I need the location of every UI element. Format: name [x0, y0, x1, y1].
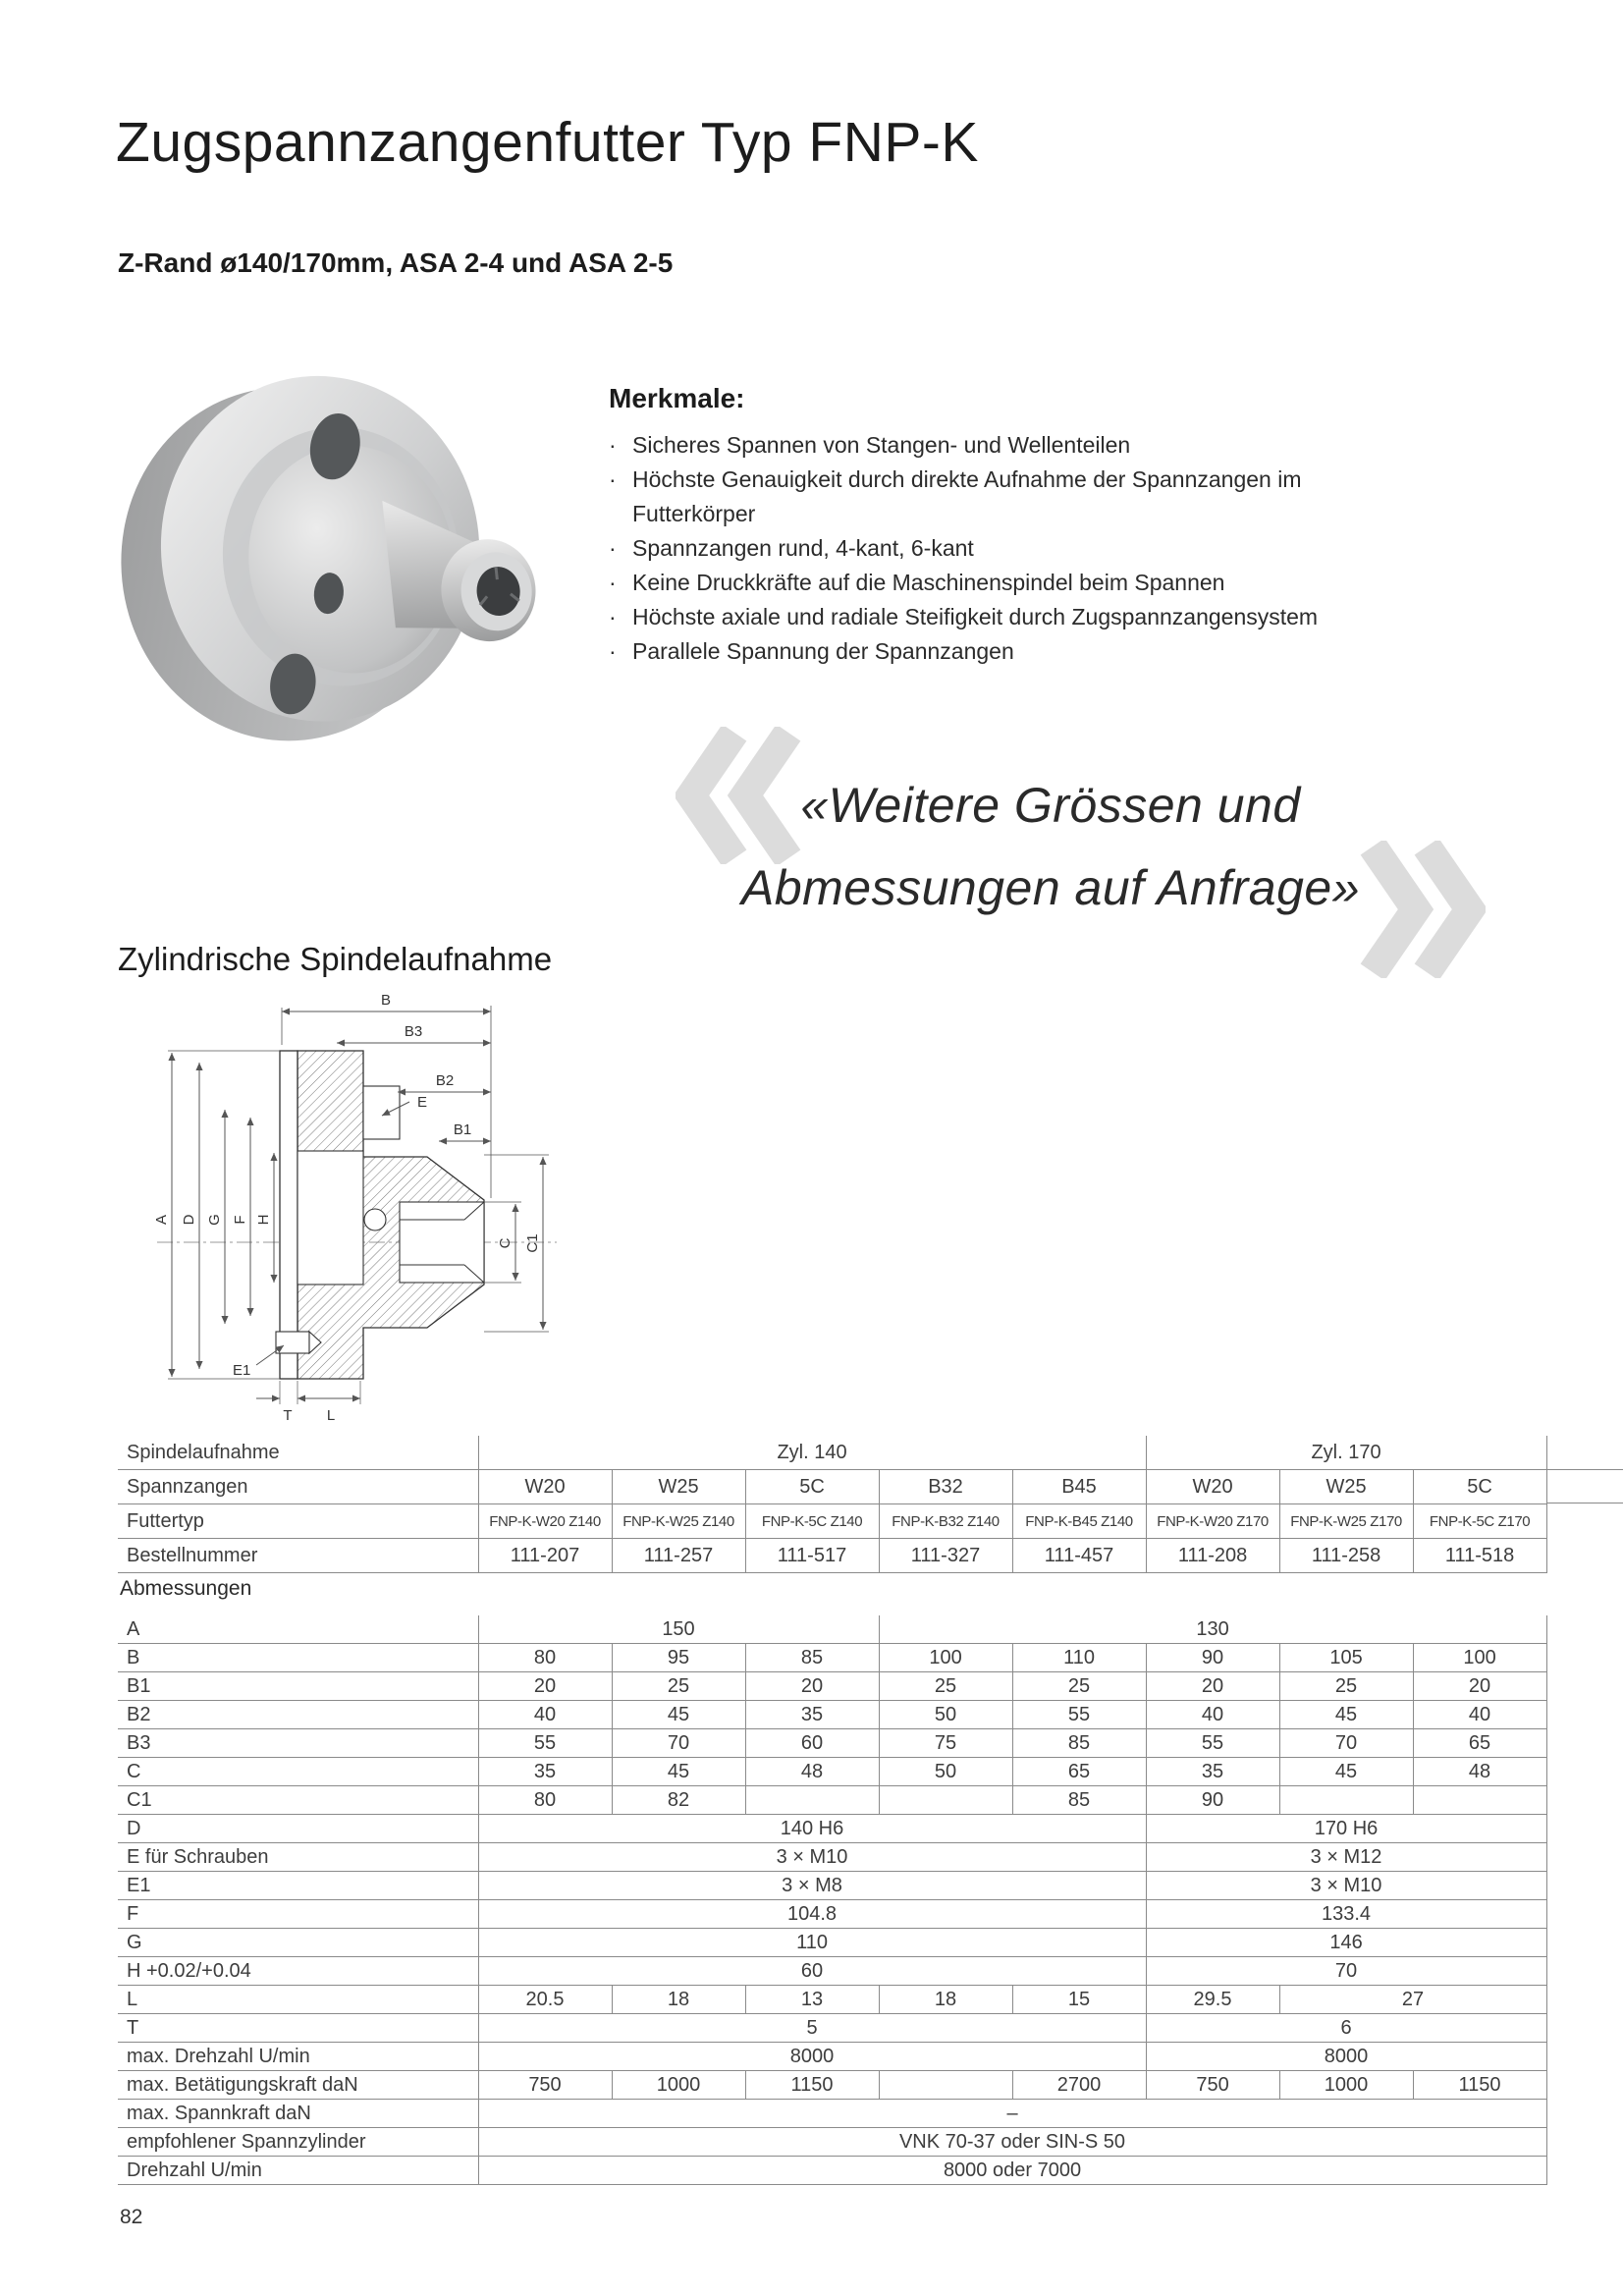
- value-cell: 105: [1279, 1644, 1413, 1672]
- value-cell: 110: [1012, 1644, 1146, 1672]
- page-title: Zugspannzangenfutter Typ FNP-K: [116, 111, 979, 174]
- value-cell: 82: [612, 1786, 745, 1815]
- value-cell: 130: [879, 1615, 1546, 1644]
- quote-line-2: Abmessungen auf Anfrage»: [740, 860, 1361, 915]
- dim-label-C: C: [497, 1237, 514, 1249]
- feature-item: · Sicheres Spannen von Stangen- und Wellenteilen: [609, 428, 1414, 463]
- value-cell: FNP-K-W25 Z170: [1279, 1504, 1413, 1539]
- page-number: 82: [120, 2206, 143, 2228]
- value-cell: 6: [1146, 2014, 1546, 2043]
- value-cell: 3 × M10: [1146, 1872, 1546, 1900]
- value-cell: 8000 oder 7000: [478, 2157, 1546, 2185]
- value-cell: 111-257: [612, 1539, 745, 1573]
- table-line-extension: [1546, 1469, 1623, 1470]
- value-cell: 85: [1012, 1729, 1146, 1758]
- table-row: [118, 2014, 1546, 2043]
- value-cell: 95: [612, 1644, 745, 1672]
- dim-label-B1: B1: [453, 1121, 472, 1138]
- row-label: E für Schrauben: [118, 1843, 478, 1872]
- value-cell: 50: [879, 1758, 1012, 1786]
- value-cell: 27: [1279, 1986, 1546, 2014]
- row-label: T: [118, 2014, 478, 2043]
- cross-hole: [364, 1209, 386, 1230]
- table-row: [118, 2128, 1546, 2157]
- value-cell: [1279, 1786, 1413, 1815]
- drawing-heading: Zylindrische Spindelaufnahme: [118, 941, 553, 977]
- value-cell: 85: [745, 1644, 879, 1672]
- row-label: B2: [118, 1701, 478, 1729]
- value-cell: FNP-K-W20 Z170: [1146, 1504, 1279, 1539]
- value-cell: FNP-K-W25 Z140: [612, 1504, 745, 1539]
- value-cell: [879, 1786, 1012, 1815]
- table-row: [118, 1986, 1546, 2014]
- value-cell: 100: [1413, 1644, 1546, 1672]
- row-label: C1: [118, 1786, 478, 1815]
- value-cell: 133.4: [1146, 1900, 1546, 1929]
- value-cell: 25: [612, 1672, 745, 1701]
- value-cell: 111-457: [1012, 1539, 1146, 1573]
- value-cell: 80: [478, 1644, 612, 1672]
- value-cell: B45: [1012, 1470, 1146, 1504]
- value-cell: 18: [612, 1986, 745, 2014]
- row-label: Spindelaufnahme: [118, 1436, 478, 1470]
- feature-item: · Höchste Genauigkeit durch direkte Aufnahme der Spannzangen im Futterkörper: [609, 463, 1414, 531]
- feature-item: · Spannzangen rund, 4-kant, 6-kant: [609, 531, 1414, 566]
- spindle-bore: [298, 1151, 363, 1285]
- row-label: B3: [118, 1729, 478, 1758]
- value-cell: [745, 1786, 879, 1815]
- feature-item: · Parallele Spannung der Spannzangen: [609, 634, 1414, 669]
- feature-item: · Keine Druckkräfte auf die Maschinenspindel beim Spannen: [609, 566, 1414, 600]
- value-cell: FNP-K-B45 Z140: [1012, 1504, 1146, 1539]
- value-cell: 35: [745, 1701, 879, 1729]
- table-row: [118, 1504, 1546, 1539]
- value-cell: 40: [478, 1701, 612, 1729]
- row-label: max. Drehzahl U/min: [118, 2043, 478, 2071]
- value-cell: 65: [1012, 1758, 1146, 1786]
- value-cell: 48: [1413, 1758, 1546, 1786]
- value-cell: 20: [478, 1672, 612, 1701]
- dim-label-H: H: [255, 1214, 272, 1226]
- quote: [609, 764, 1492, 929]
- collet-bore-section: [400, 1202, 484, 1283]
- table-row: [118, 1672, 1546, 1701]
- table-row: [118, 1900, 1546, 1929]
- value-cell: 111-327: [879, 1539, 1012, 1573]
- value-cell: 1150: [1413, 2071, 1546, 2100]
- table-row: [118, 2043, 1546, 2071]
- value-cell: 750: [1146, 2071, 1279, 2100]
- value-cell: 48: [745, 1758, 879, 1786]
- spec-header-table: [118, 1436, 1547, 1573]
- value-cell: 90: [1146, 1786, 1279, 1815]
- row-label: B1: [118, 1672, 478, 1701]
- value-cell: W20: [1146, 1470, 1279, 1504]
- value-cell: 20: [1413, 1672, 1546, 1701]
- value-cell: 100: [879, 1644, 1012, 1672]
- value-cell: 70: [612, 1729, 745, 1758]
- value-cell: 25: [1012, 1672, 1146, 1701]
- value-cell: 20: [745, 1672, 879, 1701]
- table-row: [118, 1701, 1546, 1729]
- value-cell: 3 × M10: [478, 1843, 1146, 1872]
- value-cell: FNP-K-B32 Z140: [879, 1504, 1012, 1539]
- value-cell: 45: [612, 1701, 745, 1729]
- dim-label-B3: B3: [404, 1023, 423, 1040]
- value-cell: 25: [1279, 1672, 1413, 1701]
- value-cell: 5C: [1413, 1470, 1546, 1504]
- value-cell: 1000: [1279, 2071, 1413, 2100]
- table-row: [118, 1644, 1546, 1672]
- value-cell: 111-518: [1413, 1539, 1546, 1573]
- value-cell: 40: [1146, 1701, 1279, 1729]
- value-cell: 65: [1413, 1729, 1546, 1758]
- value-cell: 13: [745, 1986, 879, 2014]
- row-label: E1: [118, 1872, 478, 1900]
- table-row: [118, 1843, 1546, 1872]
- value-cell: 80: [478, 1786, 612, 1815]
- row-label: empfohlener Spannzylinder: [118, 2128, 478, 2157]
- value-cell: 111-207: [478, 1539, 612, 1573]
- value-cell: 1000: [612, 2071, 745, 2100]
- dim-label-E: E: [417, 1094, 428, 1111]
- dim-label-C1: C1: [524, 1233, 541, 1253]
- row-label: B: [118, 1644, 478, 1672]
- row-label: max. Spannkraft daN: [118, 2100, 478, 2128]
- screw-cutout: [363, 1086, 400, 1139]
- value-cell: 35: [478, 1758, 612, 1786]
- row-label: A: [118, 1615, 478, 1644]
- features-section: [609, 383, 1424, 669]
- value-cell: 3 × M12: [1146, 1843, 1546, 1872]
- table-row: [118, 1539, 1546, 1573]
- table-row: [118, 1758, 1546, 1786]
- e1-screw: [276, 1332, 309, 1353]
- dim-label-A: A: [153, 1214, 170, 1226]
- value-cell: 8000: [1146, 2043, 1546, 2071]
- technical-drawing: [74, 992, 565, 1432]
- table-row: [118, 1872, 1546, 1900]
- row-label: F: [118, 1900, 478, 1929]
- row-label: D: [118, 1815, 478, 1843]
- z-rand-plate: [280, 1051, 298, 1379]
- value-cell: 45: [612, 1758, 745, 1786]
- features-heading: Merkmale:: [609, 383, 745, 413]
- dim-label-T: T: [283, 1407, 293, 1424]
- value-cell: 70: [1146, 1957, 1546, 1986]
- value-cell: W20: [478, 1470, 612, 1504]
- value-cell: 170 H6: [1146, 1815, 1546, 1843]
- value-cell: 140 H6: [478, 1815, 1146, 1843]
- row-label: Futtertyp: [118, 1504, 478, 1539]
- value-cell: 35: [1146, 1758, 1279, 1786]
- table-row: [118, 1615, 1546, 1644]
- value-cell: FNP-K-W20 Z140: [478, 1504, 612, 1539]
- dim-label-B2: B2: [435, 1072, 455, 1089]
- value-cell: B32: [879, 1470, 1012, 1504]
- value-cell: 75: [879, 1729, 1012, 1758]
- value-cell: 1150: [745, 2071, 879, 2100]
- value-cell: 110: [478, 1929, 1146, 1957]
- value-cell: Zyl. 140: [478, 1436, 1146, 1470]
- value-cell: 55: [1146, 1729, 1279, 1758]
- value-cell: 5: [478, 2014, 1146, 2043]
- value-cell: 29.5: [1146, 1986, 1279, 2014]
- value-cell: 20.5: [478, 1986, 612, 2014]
- value-cell: 90: [1146, 1644, 1279, 1672]
- dim-label-G: G: [206, 1214, 223, 1226]
- row-label: Spannzangen: [118, 1470, 478, 1504]
- value-cell: VNK 70-37 oder SIN-S 50: [478, 2128, 1546, 2157]
- value-cell: 15: [1012, 1986, 1146, 2014]
- dim-label-B: B: [380, 992, 392, 1009]
- value-cell: 150: [478, 1615, 879, 1644]
- value-cell: 2700: [1012, 2071, 1146, 2100]
- table-row: [118, 1929, 1546, 1957]
- dimensions-table: [118, 1615, 1547, 2185]
- row-label: G: [118, 1929, 478, 1957]
- feature-item: · Höchste axiale und radiale Steifigkeit durch Zugspannzangensystem: [609, 600, 1414, 634]
- row-label: C: [118, 1758, 478, 1786]
- table-row: [118, 1957, 1546, 1986]
- dimensions-section-label: Abmessungen: [120, 1577, 252, 1600]
- value-cell: 85: [1012, 1786, 1146, 1815]
- value-cell: 111-208: [1146, 1539, 1279, 1573]
- table-row: [118, 1815, 1546, 1843]
- value-cell: 25: [879, 1672, 1012, 1701]
- features-list: [609, 428, 1414, 669]
- value-cell: 70: [1279, 1729, 1413, 1758]
- product-photo: [93, 342, 563, 782]
- value-cell: 111-517: [745, 1539, 879, 1573]
- value-cell: –: [478, 2100, 1546, 2128]
- value-cell: 5C: [745, 1470, 879, 1504]
- dim-label-D: D: [181, 1214, 197, 1226]
- dim-label-L: L: [326, 1407, 336, 1424]
- value-cell: FNP-K-5C Z170: [1413, 1504, 1546, 1539]
- table-row: [118, 2157, 1546, 2185]
- value-cell: W25: [612, 1470, 745, 1504]
- value-cell: 55: [478, 1729, 612, 1758]
- table-row: [118, 2071, 1546, 2100]
- value-cell: 3 × M8: [478, 1872, 1146, 1900]
- value-cell: FNP-K-5C Z140: [745, 1504, 879, 1539]
- value-cell: 750: [478, 2071, 612, 2100]
- value-cell: 20: [1146, 1672, 1279, 1701]
- table-row: [118, 1729, 1546, 1758]
- dim-label-E1: E1: [233, 1362, 251, 1379]
- quote-line-1: «Weitere Grössen und: [800, 778, 1301, 833]
- value-cell: 60: [478, 1957, 1146, 1986]
- table-row: [118, 2100, 1546, 2128]
- table-row: [118, 1786, 1546, 1815]
- value-cell: 111-258: [1279, 1539, 1413, 1573]
- value-cell: 60: [745, 1729, 879, 1758]
- value-cell: 45: [1279, 1701, 1413, 1729]
- row-label: Bestellnummer: [118, 1539, 478, 1573]
- value-cell: 104.8: [478, 1900, 1146, 1929]
- value-cell: 45: [1279, 1758, 1413, 1786]
- row-label: H +0.02/+0.04: [118, 1957, 478, 1986]
- value-cell: [1413, 1786, 1546, 1815]
- value-cell: Zyl. 170: [1146, 1436, 1546, 1470]
- value-cell: 55: [1012, 1701, 1146, 1729]
- value-cell: 50: [879, 1701, 1012, 1729]
- page-subtitle: Z-Rand ø140/170mm, ASA 2-4 und ASA 2-5: [118, 247, 674, 278]
- table-row: [118, 1470, 1546, 1504]
- row-label: L: [118, 1986, 478, 2014]
- table-row: [118, 1436, 1546, 1470]
- value-cell: [879, 2071, 1012, 2100]
- value-cell: 146: [1146, 1929, 1546, 1957]
- value-cell: 18: [879, 1986, 1012, 2014]
- dim-label-F: F: [232, 1215, 248, 1225]
- row-label: Drehzahl U/min: [118, 2157, 478, 2185]
- value-cell: W25: [1279, 1470, 1413, 1504]
- value-cell: 40: [1413, 1701, 1546, 1729]
- value-cell: 8000: [478, 2043, 1146, 2071]
- row-label: max. Betätigungskraft daN: [118, 2071, 478, 2100]
